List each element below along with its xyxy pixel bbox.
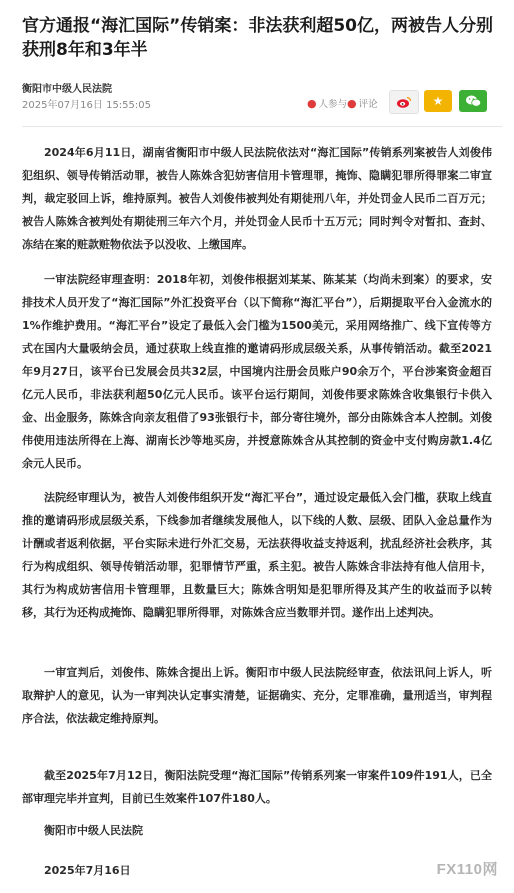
comments-label: 评论 (358, 99, 378, 110)
header-divider (22, 126, 502, 127)
paragraph-5: 截至2025年7月12日，衡阳法院受理“海汇国际”传销系列案一审案件109件191人，已全部审理完毕并宣判，目前已生效案件107件180人。 (22, 769, 492, 805)
comment-icon: ● (347, 96, 357, 110)
participants-label: 人参与 (318, 99, 348, 110)
participants-count[interactable] (307, 96, 347, 110)
paragraph-2: 一审法院经审理查明：2018年初，刘俊伟根据刘某某、陈某某（均尚未到案）的要求，安排技术人员开发了“海汇国际”外汇投资平台（以下简称“海汇平台”），后期提取平台入金流水的1%作维护费用。“海汇平台”设定了最低入会门槛为1500美元，采用网络推广、线下宣传等方式在国内大量吸纳会员，通过获取上线直推的邀请码形成层级关系，从事传销活动。截至2021年9月27日，该平台已发展会员共32层，中国境内注册会员账户90余万个，平台涉案资金超百亿元人民币，非法获利超50亿元人民币。该平台运行期间，刘俊伟要求陈姝含收集银行卡供入金、出金服务，陈姝含向亲友租借了93张银行卡，部分寄往境外，部分由陈姝含本人控制。刘俊伟使用违法所得在上海、湖南长沙等地买房，并授意陈姝含从其控制的资金中支付购房款1.4亿余元人民币。 (22, 273, 492, 470)
person-icon: ● (307, 96, 317, 110)
watermark: FX110网 (436, 861, 498, 878)
star-icon: ★ (432, 94, 444, 108)
comments-count[interactable] (347, 96, 378, 110)
signature: 衡阳市中级人民法院 (44, 824, 143, 837)
paragraph-1: 2024年6月11日，湖南省衡阳市中级人民法院依法对“海汇国际”传销系列案被告人刘俊伟犯组织、领导传销活动罪，被告人陈姝含犯妨害信用卡管理罪，掩饰、隐瞒犯罪所得罪案二审宣判，裁定驳回上诉，维持原判。被告人刘俊伟被判处有期徒刑八年，并处罚金人民币二百万元；被告人陈姝含被判处有期徒刑三年六个月，并处罚金人民币十五万元；同时判令对暂扣、查封、冻结在案的赃款赃物依法予以没收、上缴国库。 (22, 146, 492, 251)
article-date: 2025年07月16日 15:55:05 (22, 100, 151, 111)
article-source[interactable]: 衡阳市中级人民法院 (22, 84, 112, 95)
share-wechat-button[interactable] (459, 90, 487, 112)
article-title: 官方通报“海汇国际”传销案：非法获利超50亿，两被告人分别获刑8年和3年半 (22, 16, 494, 60)
weibo-icon (396, 95, 412, 109)
paragraph-3: 法院经审理认为，被告人刘俊伟组织开发“海汇平台”，通过设定最低入会门槛，获取上线直推的邀请码形成层级关系，下线参加者继续发展他人，以下线的人数、层级、团队入金总量作为计酬或者返利依据，平台实际未进行外汇交易，无法获得收益支持返利，扰乱经济社会秩序，其行为构成组织、领导传销活动罪，犯罪情节严重，系主犯。被告人陈姝含非法持有他人信用卡，其行为构成妨害信用卡管理罪，且数量巨大；陈姝含明知是犯罪所得及其产生的收益而予以转移，其行为还构成掩饰、隐瞒犯罪所得罪，对陈姝含应当数罪并罚。遂作出上述判决。 (22, 491, 492, 619)
favorite-button[interactable] (424, 90, 452, 112)
paragraph-4: 一审宣判后，刘俊伟、陈姝含提出上诉。衡阳市中级人民法院经审查，依法讯问上诉人，听取辩护人的意见，认为一审判决认定事实清楚，证据确实、充分，定罪准确，量刑适当，审判程序合法，依法裁定维持原判。 (22, 666, 492, 725)
signature-date: 2025年7月16日 (44, 864, 131, 877)
share-weibo-button[interactable] (389, 90, 419, 114)
wechat-icon (465, 94, 482, 108)
